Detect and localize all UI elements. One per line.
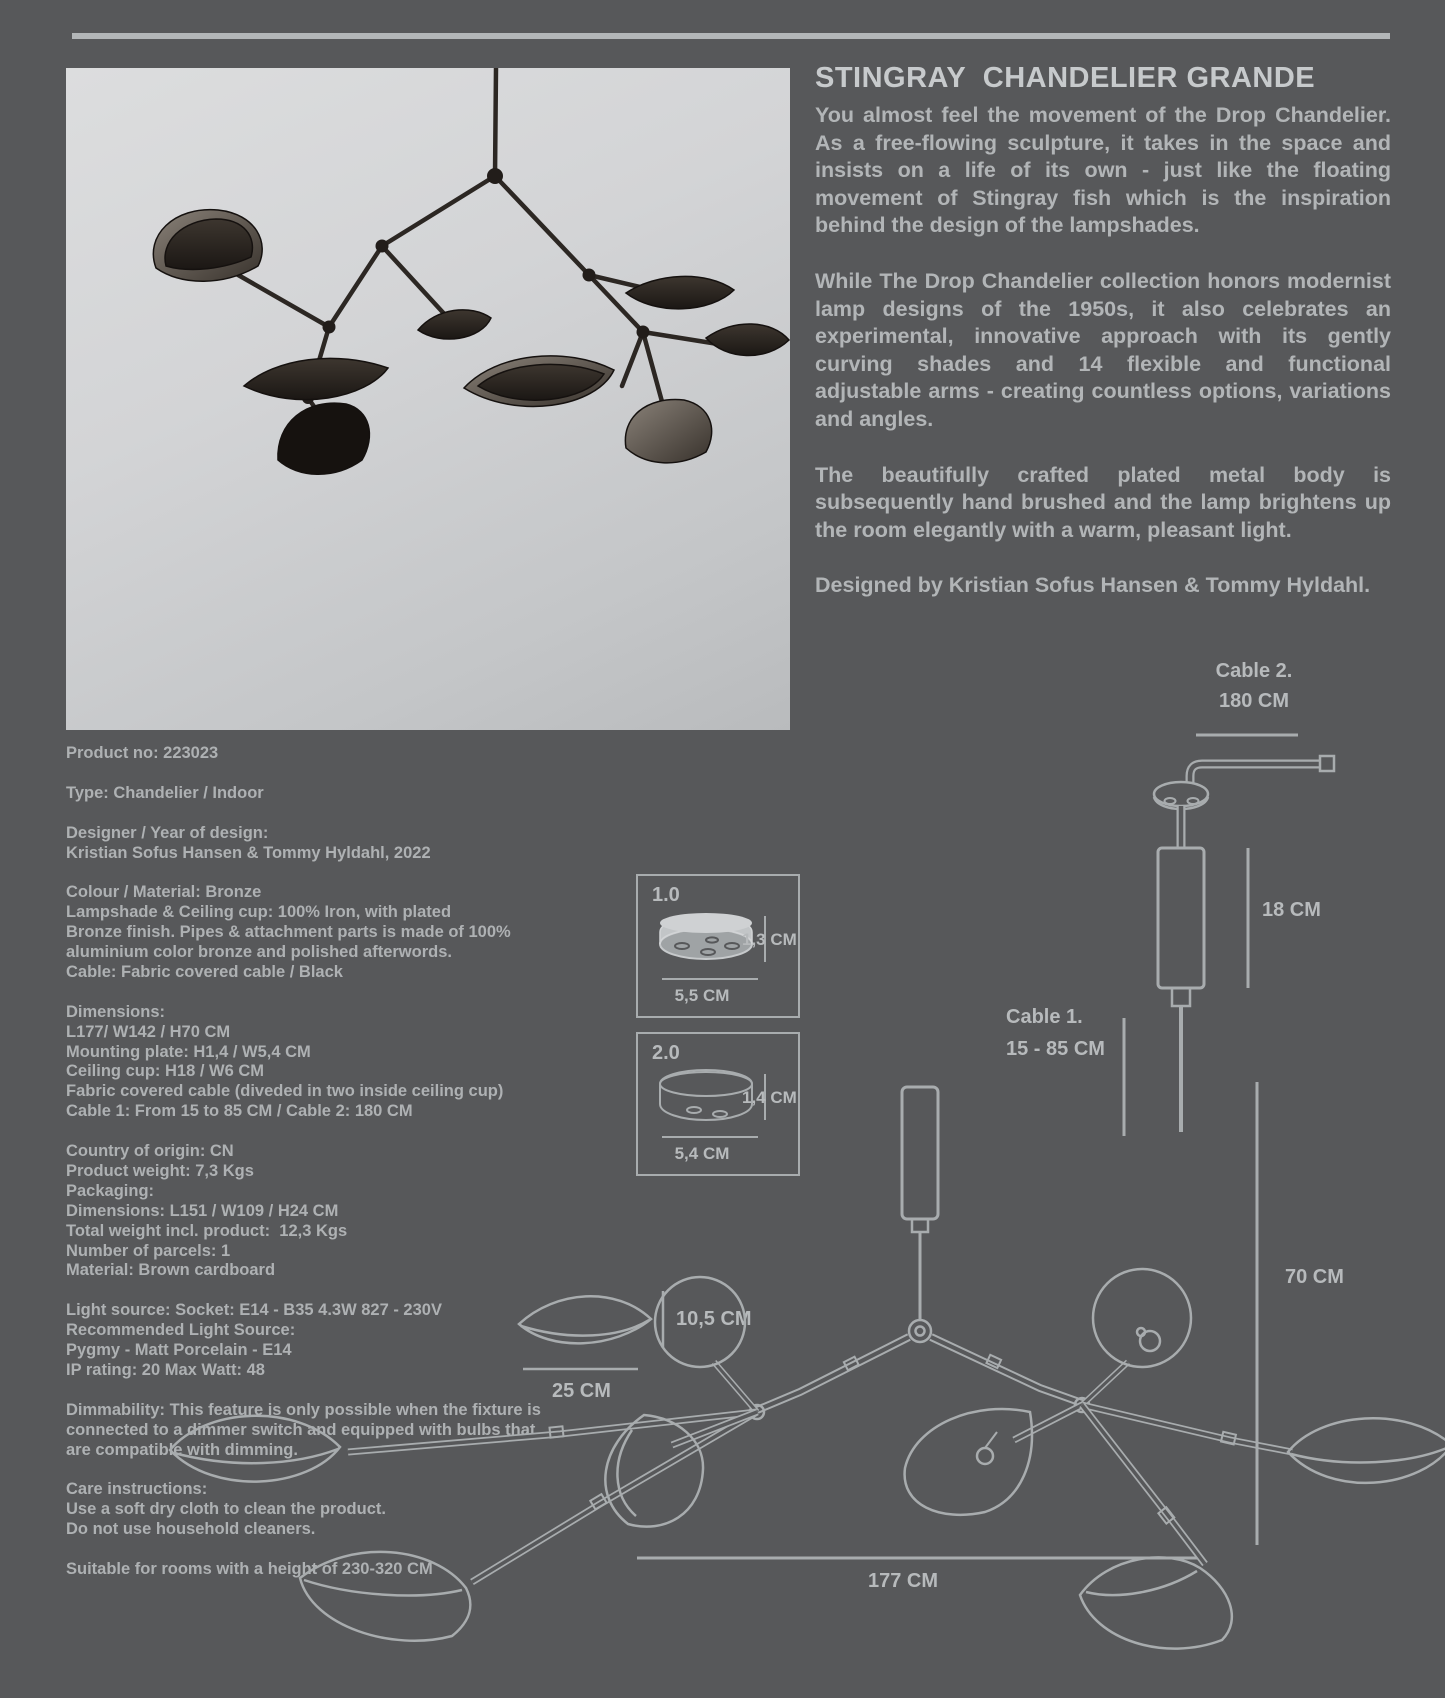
spec-line: Recommended Light Source:	[66, 1321, 296, 1340]
description-paragraph: The beautifully crafted plated metal body is subsequently hand brushed and the lamp brightens up the room elegantly with a warm, pleasant light.	[815, 462, 1391, 542]
description-paragraphs	[815, 102, 1391, 600]
page-title: STINGRAY CHANDELIER GRANDE	[815, 62, 1316, 94]
chandelier-front-drawing	[160, 1075, 1445, 1675]
cable2-length-label: 180 CM	[1218, 690, 1290, 712]
spec-line: Country of origin: CN	[66, 1142, 234, 1161]
shade-width-label: 25 CM	[552, 1380, 611, 1402]
spec-line: Dimmability: This feature is only possible when the fixture is	[66, 1400, 541, 1419]
spec-line: L177/ W142 / H70 CM	[66, 1022, 231, 1041]
spec-line: Type: Chandelier / Indoor	[66, 783, 264, 802]
chandelier-width-label: 177 CM	[868, 1570, 939, 1592]
cable2-name-label: Cable 2.	[1215, 660, 1293, 682]
spec-line: Care instructions:	[66, 1480, 208, 1499]
mounting-plate-box-1	[636, 874, 800, 1018]
spec-line: Lampshade & Ceiling cup: 100% Iron, with plated	[66, 903, 452, 922]
photo-chandelier-illustration	[66, 68, 790, 730]
spec-line	[66, 863, 566, 883]
plate-1-width-dim: 5,5 CM	[674, 986, 730, 1005]
plate-2-label: 2.0	[652, 1042, 680, 1064]
plate-1-label: 1.0	[652, 884, 680, 906]
plate-2-width-dim: 5,4 CM	[674, 1144, 730, 1163]
spec-line: Total weight incl. product: 12,3 Kgs	[66, 1221, 348, 1240]
cable1-name-label: Cable 1.	[1006, 1006, 1083, 1028]
spec-line: Mounting plate: H1,4 / W5,4 CM	[66, 1042, 311, 1061]
description-paragraph: You almost feel the movement of the Drop Chandelier. As a free-flowing sculpture, it takes in the space and insists on a life of its own - just like the floating movement of Stingray fish which is the inspiration behind the design of the lampshades.	[815, 103, 1391, 238]
spec-line: Use a soft dry cloth to clean the product.	[66, 1500, 386, 1519]
plate-2-height-dim: 1,4 CM	[742, 1088, 797, 1107]
plate-1-width-dim-line	[662, 978, 758, 980]
spec-line: Cable: Fabric covered cable / Black	[66, 962, 343, 981]
spec-line: Dimensions:	[66, 1002, 166, 1021]
spec-line: Cable 1: From 15 to 85 CM / Cable 2: 180 CM	[66, 1102, 413, 1121]
spec-line: are compatible with dimming.	[66, 1440, 298, 1459]
shade-height-label: 10,5 CM	[676, 1308, 752, 1330]
spec-line: Material: Brown cardboard	[66, 1261, 276, 1280]
spec-line: Pygmy - Matt Porcelain - E14	[66, 1341, 292, 1360]
spec-line: Suitable for rooms with a height of 230-320 CM	[66, 1560, 433, 1579]
spec-line: Dimensions: L151 / W109 / H24 CM	[66, 1201, 339, 1220]
spec-line: Ceiling cup: H18 / W6 CM	[66, 1062, 265, 1081]
chandelier-height-label: 70 CM	[1285, 1266, 1344, 1288]
plate-1-height-dim: 1,3 CM	[742, 930, 797, 949]
spec-line: IP rating: 20 Max Watt: 48	[66, 1361, 265, 1379]
spec-line: Product no: 223023	[66, 744, 219, 762]
spec-line: Light source: Socket: E14 - B35 4.3W 827 - 230V	[66, 1301, 442, 1320]
top-rule	[72, 33, 1390, 39]
spec-line	[66, 804, 566, 824]
spec-line: Packaging:	[66, 1181, 155, 1200]
spec-line: Fabric covered cable (diveded in two inside ceiling cup)	[66, 1082, 504, 1101]
spec-line	[66, 983, 566, 1003]
spec-line: Colour / Material: Bronze	[66, 883, 262, 902]
description-column	[815, 62, 1391, 600]
spec-line	[66, 764, 566, 784]
spec-line: connected to a dimmer switch and equipped with bulbs that	[66, 1420, 536, 1439]
product-photo	[66, 68, 790, 730]
description-paragraph: Designed by Kristian Sofus Hansen & Tommy Hyldahl.	[815, 573, 1371, 598]
spec-line: Do not use household cleaners.	[66, 1520, 316, 1539]
spec-line: Designer / Year of design:	[66, 823, 269, 842]
spec-line: aluminium color bronze and polished afterwords.	[66, 943, 452, 962]
spec-line: Product weight: 7,3 Kgs	[66, 1161, 254, 1180]
spec-line: Kristian Sofus Hansen & Tommy Hyldahl, 2022	[66, 843, 431, 862]
ceiling-cup-height-label: 18 CM	[1262, 899, 1321, 921]
cable1-length-label: 15 - 85 CM	[1006, 1038, 1105, 1060]
spec-line: Bronze finish. Pipes & attachment parts is made of 100%	[66, 923, 511, 942]
description-paragraph: While The Drop Chandelier collection honors modernist lamp designs of the 1950s, it also celebrates an experimental, innovative approach with its gently curving shades and 14 flexible and functional adjustable arms - creating countless options, variations and angles.	[815, 268, 1391, 431]
spec-line: Number of parcels: 1	[66, 1241, 231, 1260]
